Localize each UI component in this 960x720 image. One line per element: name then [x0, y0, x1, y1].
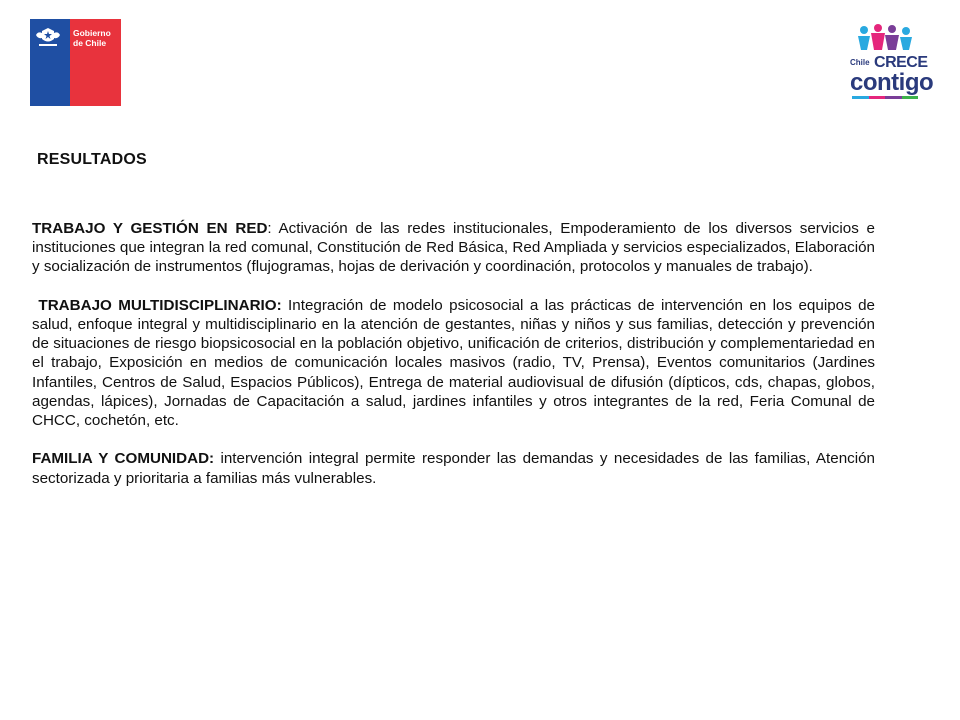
- section-label: TRABAJO MULTIDISCIPLINARIO:: [32, 296, 282, 314]
- section-text: : Activación de las redes institucionales, Empoderamiento de los diversos servicios e instituciones que integran la red comunal, Constitución de Red Básica, Red Ampliada y servicios especializados, Elaboración y socialización de instrumentos (flujogramas, hojas de derivación y coordinación, protocolos y manuales de trabajo).: [32, 220, 875, 276]
- crece-bar-segment: [885, 96, 902, 99]
- crece-logo-big: CRECE: [874, 54, 928, 71]
- section-multidisciplinario: [32, 296, 875, 430]
- section-red: [32, 219, 875, 277]
- page-title: RESULTADOS: [37, 151, 147, 168]
- logo-blue-panel: [30, 19, 111, 106]
- crece-color-bar: [852, 96, 918, 99]
- results-body: [32, 219, 875, 507]
- gov-logo-line-1: Gobierno: [73, 28, 111, 38]
- crece-logo-small: Chile: [850, 58, 870, 67]
- gobierno-de-chile-logo: [30, 19, 121, 106]
- section-label: FAMILIA Y COMUNIDAD:: [32, 450, 215, 468]
- section-label: TRABAJO Y GESTIÓN EN RED: [32, 220, 268, 237]
- crece-logo-word: contigo: [850, 69, 934, 96]
- gov-logo-line-2: de Chile: [73, 38, 107, 48]
- gov-logo-text: [73, 28, 111, 48]
- crece-bar-segment: [869, 96, 886, 99]
- section-text: Integración de modelo psicosocial a las prácticas de intervención en los equipos de salud, enfoque integral y multidisciplinario en la atención de gestantes, niñas y niños y sus familias, detección y prevención de situaciones de riesgo biopsicosocial en la población objetivo, unificación de criterios, distribución y complementariedad en el trabajo, Exposición en medios de comunicación locales masivos (radio, TV, Prensa), Eventos comunitarios (Jardines Infantiles, Centros de Salud, Espacios Públicos), Entrega de material audiovisual de difusión (dípticos, cds, chapas, globos, agendas, lápices), Jornadas de Capacitación a salud, jardines infantiles y otros integrantes de la red, Feria Comunal de CHCC, cochetón, etc.: [32, 296, 875, 430]
- section-text: intervención integral permite responder las demandas y necesidades de las familias, Atención sectorizada y prioritaria a familias más vulnerables.: [32, 450, 875, 487]
- section-familia: [32, 449, 875, 487]
- coat-of-arms-icon: [34, 25, 62, 49]
- crece-bar-segment: [902, 96, 919, 99]
- children-figures-icon: [856, 24, 914, 52]
- crece-bar-segment: [852, 96, 869, 99]
- chile-crece-contigo-logo: [846, 24, 934, 104]
